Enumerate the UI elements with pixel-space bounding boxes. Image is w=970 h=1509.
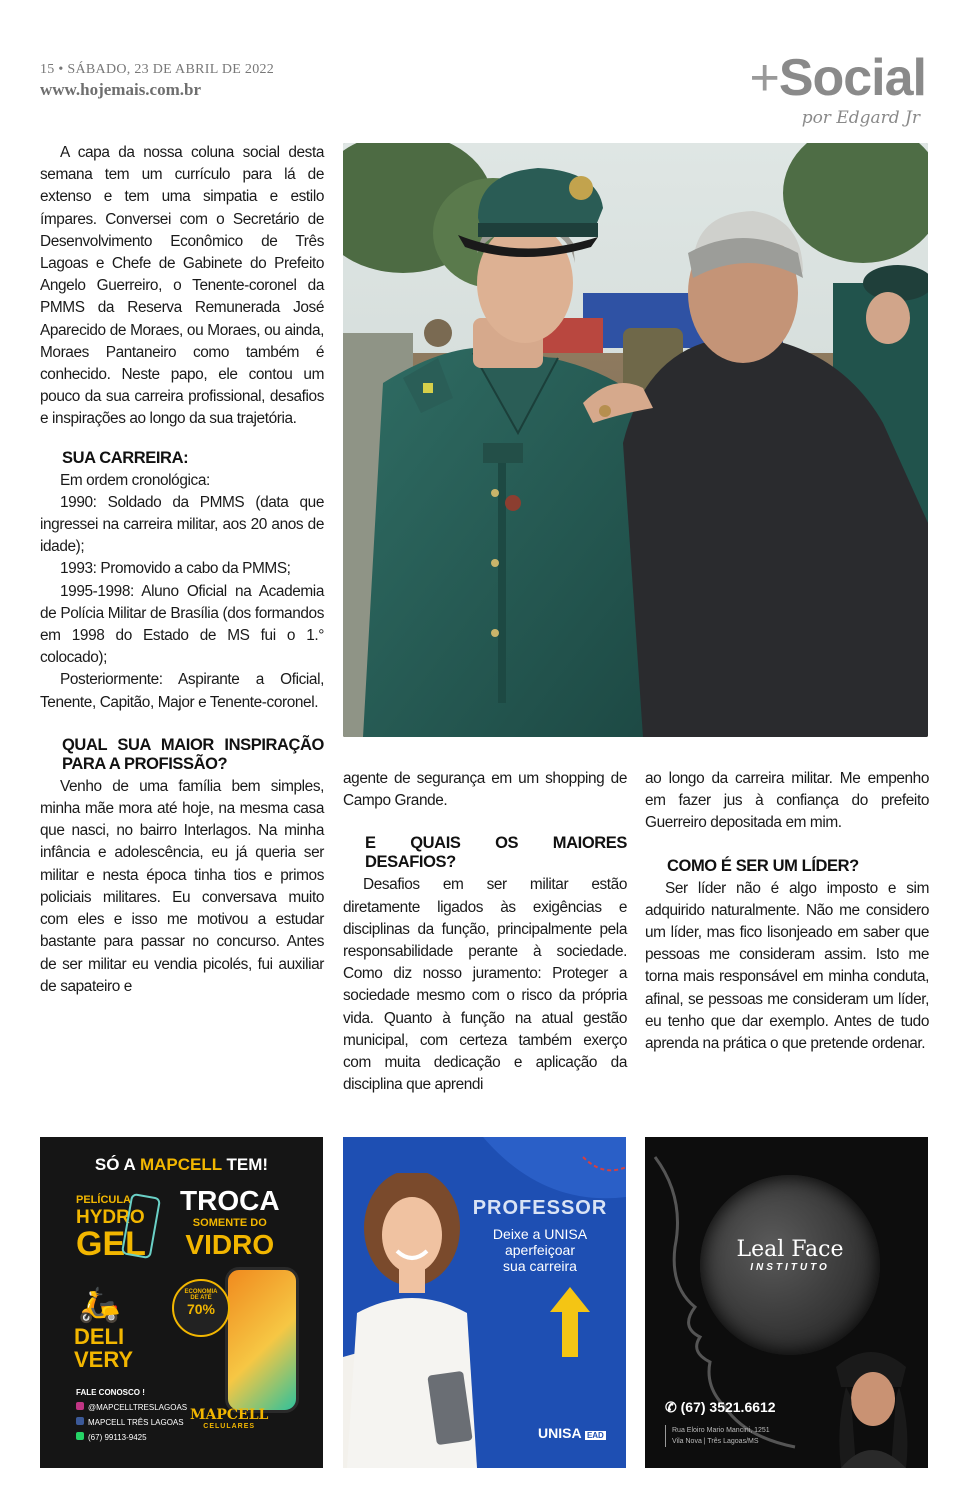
photo-illustration xyxy=(343,143,928,737)
lealface-name: Leal Face xyxy=(736,1237,844,1262)
unisa-logo-text: UNISA xyxy=(538,1425,582,1441)
instagram-icon xyxy=(76,1402,84,1410)
feature-photo xyxy=(343,143,928,737)
mapcell-ad[interactable] xyxy=(40,1137,323,1468)
page-date: 15 • SÁBADO, 23 DE ABRIL DE 2022 xyxy=(40,62,275,77)
discount-badge xyxy=(172,1279,230,1337)
career-item: 1993: Promovido a cabo da PMMS; xyxy=(60,560,291,578)
logo-a: MAPCELL xyxy=(190,1407,269,1423)
lealface-phone[interactable] xyxy=(665,1399,776,1416)
career-item: 1995-1998: Aluno Oficial na Academia de Polícia Militar de Brasília (dos formandos em 1998 do Estado de MS fui o 1.° colocado); xyxy=(40,582,324,667)
career-item: Em ordem cronológica: xyxy=(60,471,210,489)
leader-text: Ser líder não é algo imposto e sim adquirido naturalmente. Não me considero um líder, mas fico lisonjeado em saber que pessoas me consideram assim. Isto me torna mais responsável em minha conduta, afinal, se pessoas me consideram um líder, eu tenho que dar exemplo. Antes de tudo aprenda na prática o que pretende ordenar. xyxy=(645,879,929,1053)
challenges-continuation: ao longo da carreira militar. Me empenho em fazer jus à confiança do prefeito Guerreiro depositada em mim. xyxy=(645,770,929,832)
mapcell-headline-a: SÓ A xyxy=(94,1155,136,1174)
website-link[interactable]: www.hojemais.com.br xyxy=(40,80,202,99)
delivery-b: VERY xyxy=(74,1347,134,1372)
swap-label-c: VIDRO xyxy=(185,1229,275,1260)
career-item: Posteriormente: Aspirante a Oficial, Tenente, Capitão, Major e Tenente-coronel. xyxy=(40,671,324,711)
delivery-scooter-icon: 🛵 xyxy=(78,1286,121,1324)
lealface-address xyxy=(665,1425,770,1447)
arrow-up-icon xyxy=(550,1287,590,1357)
address-line2: Vila Nova | Três Lagoas/MS xyxy=(672,1438,759,1445)
career-item: 1990: Soldado da PMMS (data que ingressei na carreira militar, aos 20 anos de idade); xyxy=(40,493,324,556)
contact-facebook[interactable] xyxy=(76,1415,187,1430)
address-line1: Rua Eloiro Mario Mancini, 1251 xyxy=(672,1427,770,1434)
woman-photo xyxy=(347,1173,477,1468)
discount-mid: DE ATÉ xyxy=(190,1295,212,1301)
unisa-ad[interactable] xyxy=(343,1137,626,1468)
unisa-copy xyxy=(459,1197,621,1274)
facebook-icon xyxy=(76,1417,84,1425)
column-brand xyxy=(749,48,926,108)
article-column-2 xyxy=(343,768,627,1096)
article-column-1 xyxy=(40,142,324,998)
leader-heading: COMO É SER UM LÍDER? xyxy=(667,856,859,875)
mapcell-headline-brand: MAPCELL xyxy=(139,1155,222,1174)
lealface-logo xyxy=(700,1237,880,1273)
career-heading: SUA CARREIRA: xyxy=(62,448,189,467)
mapcell-headline xyxy=(40,1155,323,1175)
challenges-heading: E QUAIS OS MAIORES DESAFIOS? xyxy=(365,834,627,872)
lealface-phone-number: (67) 3521.6612 xyxy=(680,1399,776,1415)
contact-phone[interactable] xyxy=(76,1430,187,1445)
article-column-3 xyxy=(645,768,929,1055)
woman-illustration xyxy=(347,1173,477,1468)
lealface-sub: INSTITUTO xyxy=(750,1262,830,1273)
facebook-handle: MAPCELL TRÊS LAGOAS xyxy=(88,1418,184,1427)
unisa-title: PROFESSOR xyxy=(472,1197,608,1219)
inspiration-text: Venho de uma família bem simples, minha mãe mora até hoje, na mesma casa que nasci, no bairro Interlagos. Na minha infância e adolescência, eu já queria ser militar e nesta época tinha tios e primos policiais militares. Eu conversava muito com eles e isso me motivou a estudar bastante para passar no concurso. Antes de ser militar eu vendia picolés, fui auxiliar de sapateiro e xyxy=(40,777,324,995)
unisa-logo-sub: EAD xyxy=(586,1431,604,1440)
inspiration-heading: QUAL SUA MAIOR INSPIRAÇÃO PARA A PROFISSÃO? xyxy=(62,735,324,773)
phone-icon: ✆ xyxy=(665,1399,677,1415)
discount-value: 70% xyxy=(186,1301,216,1317)
film-label-b: HYDRO xyxy=(76,1207,145,1228)
smartphone-image xyxy=(225,1267,299,1413)
discount-top: ECONOMIA xyxy=(184,1289,218,1295)
page-header xyxy=(40,49,940,128)
mapcell-headline-b: TEM! xyxy=(226,1155,269,1174)
mapcell-logo xyxy=(190,1407,268,1430)
delivery-label xyxy=(74,1325,133,1371)
unisa-line3: sua carreira xyxy=(503,1258,577,1274)
contact-instagram[interactable] xyxy=(76,1400,187,1415)
brand-signature: por Edgard Jr xyxy=(801,108,920,128)
brand-plus: + xyxy=(749,49,779,107)
film-label-a: PELÍCULA xyxy=(76,1194,131,1206)
delivery-a: DELI xyxy=(74,1324,125,1349)
film-label-c: GEL xyxy=(76,1225,146,1263)
swap-label-b: SOMENTE DO xyxy=(192,1217,267,1229)
inspiration-continuation: agente de segurança em um shopping de Campo Grande. xyxy=(343,770,627,810)
glass-swap-offer xyxy=(180,1185,280,1261)
portrait-illustration xyxy=(821,1337,921,1468)
instagram-handle: @MAPCELLTRESLAGOAS xyxy=(88,1403,188,1412)
unisa-line1: Deixe a UNISA xyxy=(492,1226,588,1242)
mapcell-contacts xyxy=(76,1385,187,1445)
intro-paragraph: A capa da nossa coluna social desta semana tem um currículo para lá de extenso e tem uma simpatia e estilo ímpares. Conversei com o Secretário de Desenvolvimento Econômico de Três Lagoas e Chefe de Gabinete do Prefeito Angelo Guerreiro, o Tenente-coronel da PMMS da Reserva Remunerada José Aparecido de Moraes, ou Moraes, ou ainda, Moraes Pantaneiro como também é conhecido. Neste papo, ele contou um pouco da sua carreira profissional, desafios e inspirações ao longo da sua trajetória. xyxy=(40,144,324,428)
unisa-line2: aperfeiçoar xyxy=(504,1242,576,1258)
logo-b: CELULARES xyxy=(203,1423,256,1430)
woman-portrait xyxy=(821,1337,921,1468)
brand-name: Social xyxy=(778,49,926,107)
contact-title: FALE CONOSCO ! xyxy=(76,1388,145,1397)
unisa-logo xyxy=(538,1425,606,1441)
swap-label-a: TROCA xyxy=(180,1185,280,1216)
whatsapp-icon xyxy=(76,1432,84,1440)
phone-number: (67) 99113-9425 xyxy=(88,1433,147,1442)
lealface-ad[interactable] xyxy=(645,1137,928,1468)
challenges-text: Desafios em ser militar estão diretamente ligados às exigências e disciplinas da função, principalmente pela responsabilidade perante à sociedade. Como diz nosso juramento: Proteger a sociedade mesmo com o risco da própria vida. Quanto à função na atual gestão municipal, com certeza também exerço com muita dedicação e aplicação da disciplina que aprendi xyxy=(343,876,627,1094)
